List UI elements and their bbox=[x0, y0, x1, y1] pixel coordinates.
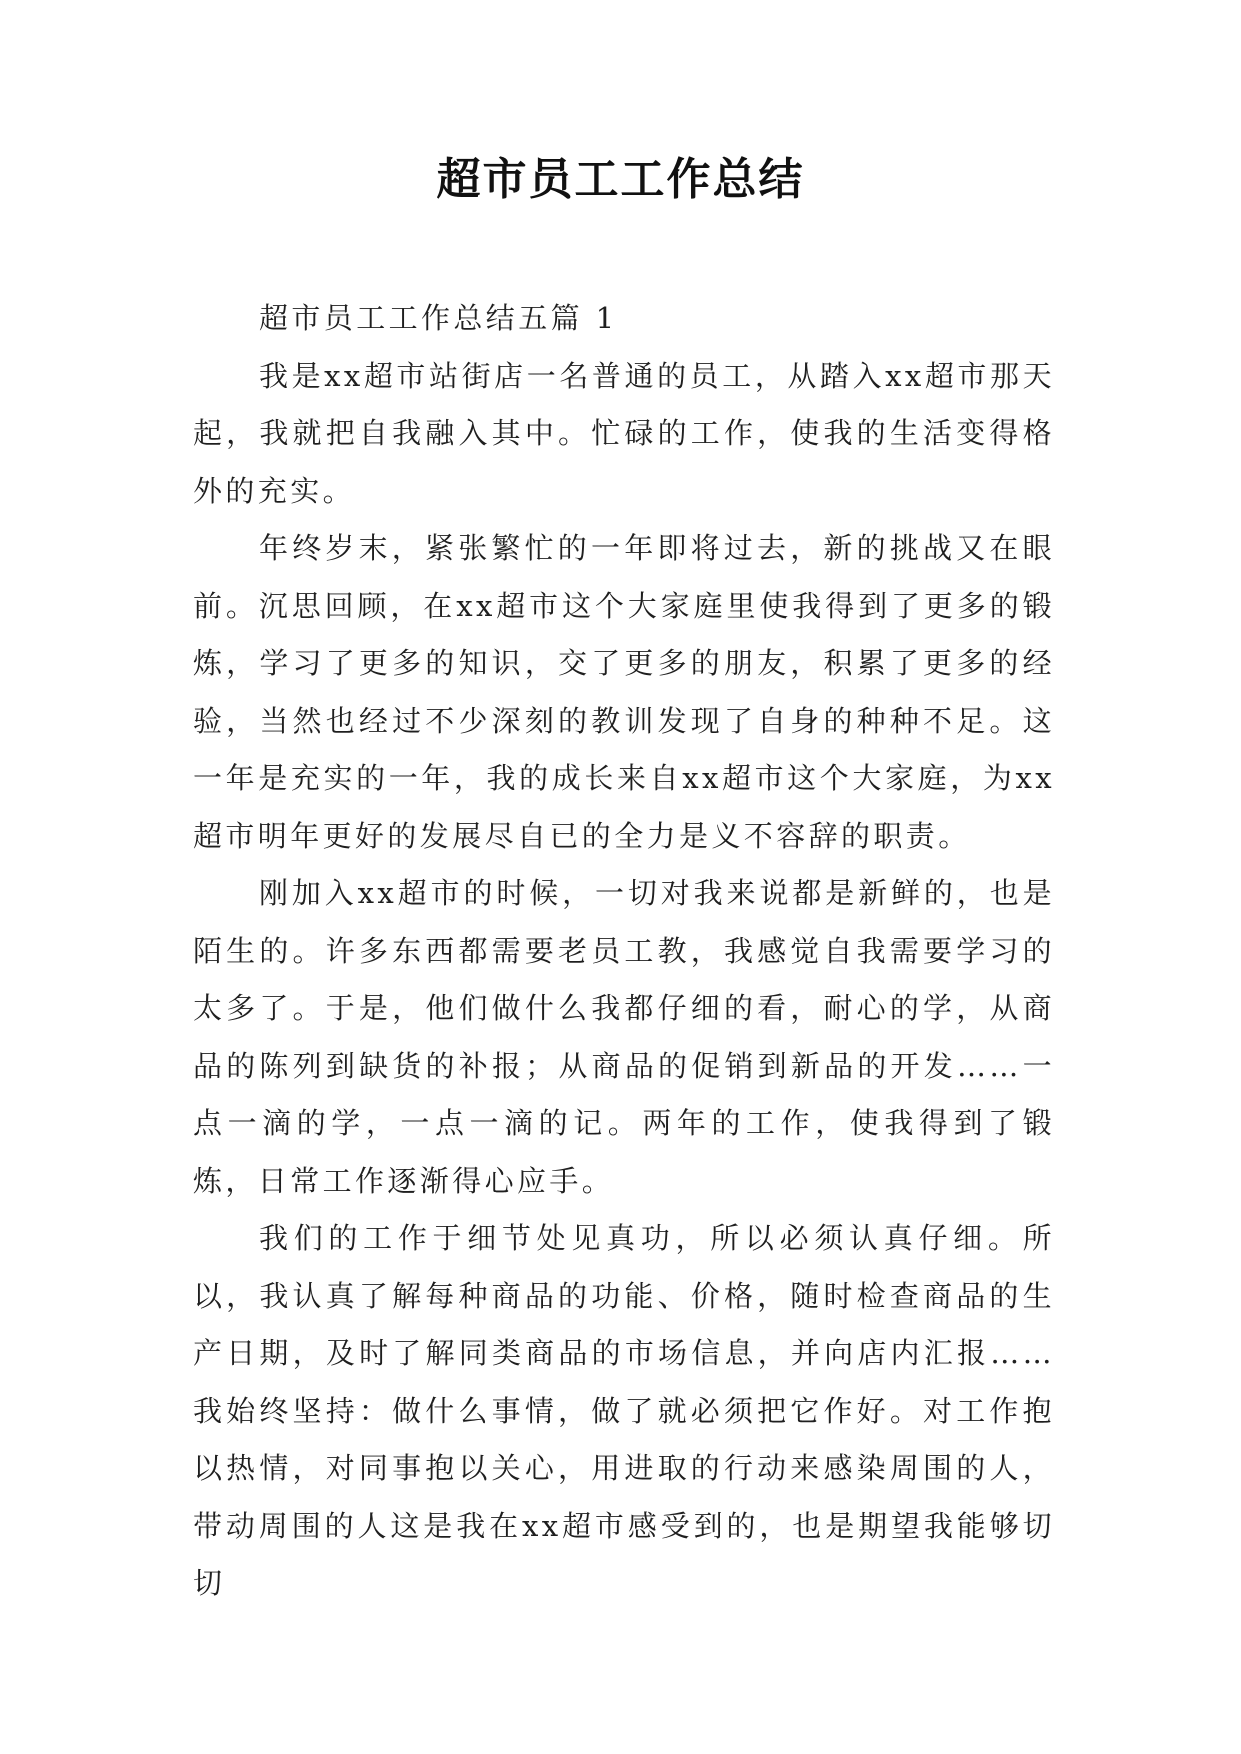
document-title: 超市员工工作总结 bbox=[436, 154, 805, 205]
paragraph-2: 年终岁末，紧张繁忙的一年即将过去，新的挑战又在眼前。沉思回顾，在xx超市这个大家庭里使我得到了更多的锻炼，学习了更多的知识，交了更多的朋友，积累了更多的经验，当然也经过不少深刻的教训发现了自身的种种不足。这一年是充实的一年，我的成长来自xx超市这个大家庭，为xx超市明年更好的发展尽自已的全力是义不容辞的职责。 bbox=[193, 531, 1055, 853]
section-heading: 超市员工工作总结五篇 1 bbox=[259, 301, 618, 335]
paragraph-1: 我是xx超市站街店一名普通的员工，从踏入xx超市那天起，我就把自我融入其中。忙碌的工作，使我的生活变得格外的充实。 bbox=[193, 358, 1055, 508]
document-body bbox=[193, 290, 1055, 1613]
paragraph-4: 我们的工作于细节处见真功，所以必须认真仔细。所以，我认真了解每种商品的功能、价格，随时检查商品的生产日期，及时了解同类商品的市场信息，并向店内汇报……我始终坚持：做什么事情，做了就必须把它作好。对工作抱以热情，对同事抱以关心，用进取的行动来感染周围的人，带动周围的人这是我在xx超市感受到的，也是期望我能够切切 bbox=[193, 1221, 1055, 1600]
paragraph-3: 刚加入xx超市的时候，一切对我来说都是新鲜的，也是陌生的。许多东西都需要老员工教，我感觉自我需要学习的太多了。于是，他们做什么我都仔细的看，耐心的学，从商品的陈列到缺货的补报；从商品的促销到新品的开发……一点一滴的学，一点一滴的记。两年的工作，使我得到了锻炼，日常工作逐渐得心应手。 bbox=[193, 876, 1055, 1198]
